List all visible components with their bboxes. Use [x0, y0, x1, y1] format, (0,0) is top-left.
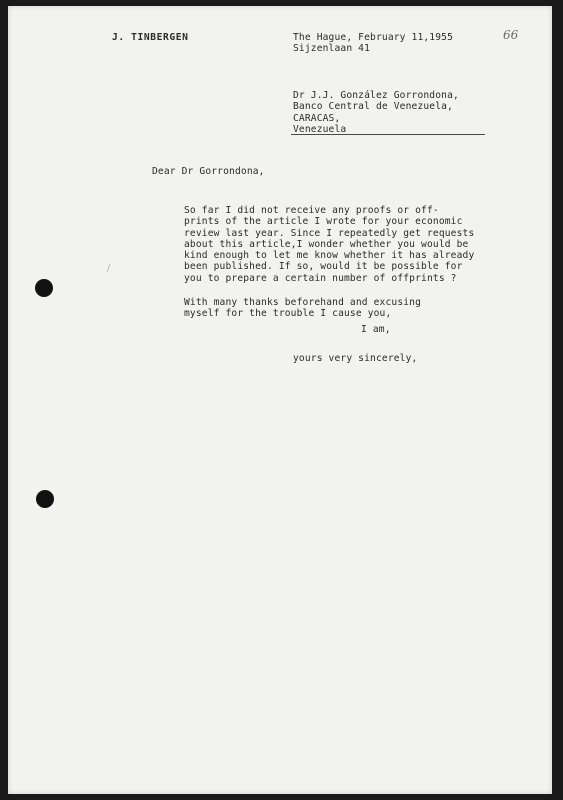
street-address: Sijzenlaan 41: [293, 43, 371, 55]
recipient-line: Dr J.J. González Gorrondona,: [293, 90, 459, 101]
punch-hole: [36, 490, 54, 508]
body-line: myself for the trouble I cause you,: [184, 308, 392, 320]
closing-line-2: yours very sincerely,: [293, 353, 418, 364]
date-address-block: [293, 32, 453, 55]
letter-page: [8, 6, 552, 794]
recipient-block: [293, 90, 459, 135]
closing-line-1: I am,: [361, 324, 391, 335]
body-paragraph-2: [184, 297, 421, 320]
recipient-line: CARACAS,: [293, 112, 341, 124]
body-line: about this article,I wonder whether you would be: [184, 238, 469, 250]
body-line: been published. If so, would it be possible for: [184, 261, 463, 273]
recipient-line: Banco Central de Venezuela,: [293, 101, 453, 113]
body-line: With many thanks beforehand and excusing: [184, 297, 422, 308]
recipient-underline: [291, 134, 485, 135]
body-line: So far I did not receive any proofs or off-: [184, 205, 439, 216]
sender-name: J. TINBERGEN: [112, 32, 189, 43]
body-line: prints of the article I wrote for your economic: [184, 216, 463, 228]
body-line: review last year. Since I repeatedly get requests: [184, 227, 475, 239]
salutation: Dear Dr Gorrondona,: [152, 166, 265, 177]
body-line: kind enough to let me know whether it has already: [184, 250, 475, 262]
punch-hole: [35, 279, 53, 297]
body-paragraph-1: [184, 205, 474, 284]
place-date: The Hague, February 11,1955: [293, 32, 453, 43]
pencil-page-note: 66: [503, 28, 519, 42]
pencil-mark: [107, 264, 121, 272]
body-line: you to prepare a certain number of offprints ?: [184, 272, 457, 284]
recipient-line: Venezuela: [293, 123, 347, 135]
